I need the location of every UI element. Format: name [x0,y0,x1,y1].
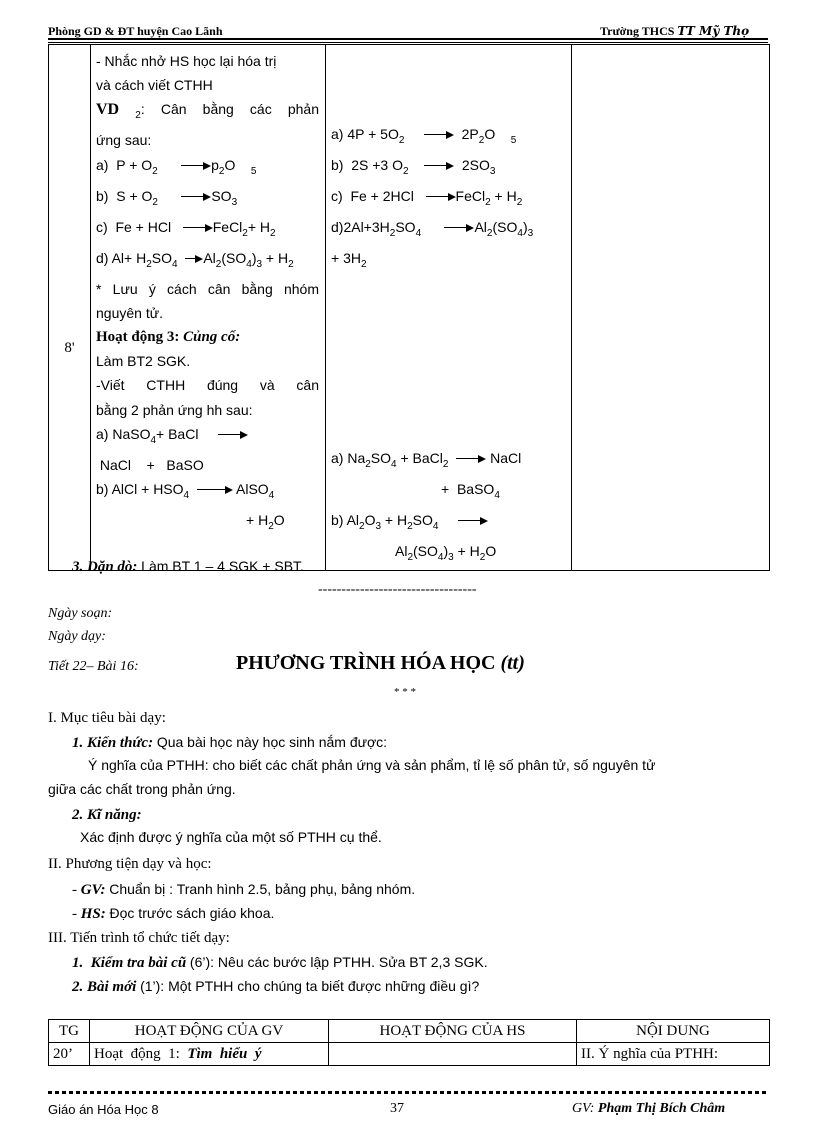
arrow-icon [181,162,211,170]
arrow-icon [458,517,488,525]
activity-3-heading: Hoạt động 3: Củng cố: [96,329,241,346]
homework-text: Làm BT 1 – 4 SGK + SBT. [141,558,304,574]
arrow-icon [424,162,454,170]
equation-c: c) Fe + HCl FeCl$_2$+ $H_2$ [96,218,276,239]
row-time: 20’ [49,1043,90,1066]
exercise-a-products: NaCl + BaSO [96,456,204,473]
answer-c: c) Fe + 2HCl FeCl$_2$ + $H_2$ [331,187,523,208]
student-activity-cell [326,45,572,571]
arrow-icon [197,486,233,494]
old-lesson-label: Kiểm tra bài cũ [90,955,187,971]
activity-table [48,1019,770,1066]
footer-left-text: Giáo án Hóa Học 8 [48,1102,159,1117]
arrow-icon [185,255,203,263]
header-school-office: Phòng GD & ĐT huyện Cao Lãnh [48,24,223,38]
new-lesson-text: (1’): Một PTHH cho chúng ta biết được những điều gì? [140,978,480,994]
note-line: -Viết CTHH đúng và cân [96,377,319,394]
knowledge-detail-cont: giữa các chất trong phản ứng. [48,781,236,797]
knowledge-text: Qua bài học này học sinh nắm được: [156,734,388,750]
table-header-row [49,1020,770,1043]
homework-number: 3. [72,559,84,575]
teacher-activity-cell [91,45,326,571]
exercise-b-products: + $H_2O$ [246,512,285,532]
header-teacher: HOẠT ĐỘNG CỦA GV [90,1020,329,1043]
page-number: 37 [390,1101,404,1116]
equation-a: a) $P + O_2$ $p_2O$ $_5$ [96,156,257,177]
answer-exercise-a: a) $Na_2SO_4$ + BaCl$_2$ NaCl [331,450,522,470]
hs-line: - HS: Đọc trước sách giáo khoa. [72,905,275,922]
new-lesson [72,974,479,999]
row-teacher: Hoạt động 1: Tìm hiểu ý [90,1043,329,1066]
header-tg: TG [49,1020,90,1043]
arrow-icon [424,131,454,139]
homework-line [72,554,304,579]
activity-table-continued [48,44,770,571]
answer-a: a) $4P + 5O_2$ $2P_2O$ $_5$ [331,125,517,146]
header-school [600,24,749,39]
skill-label-text: 2. Kĩ năng: [72,807,142,823]
equation-d: d) $Al+ H_2SO_4$ $Al_2(SO_4)_3 + H_2$ [96,249,294,270]
header-rule [48,38,768,43]
row-student [329,1043,577,1066]
title-stars: * * * [394,686,416,698]
answer-d: $d)2Al+3H_2SO_4$ $Al_2(SO_4)_3$ [331,218,534,239]
footer-gv-label: GV: [572,1101,595,1116]
header-school-script: TT Mỹ Thọ [677,24,750,38]
prep-date: Ngày soạn: [48,606,113,621]
footer-right [572,1101,725,1117]
footer-left [48,1102,159,1117]
equation-b: b) $S + O_2$ $SO_3$ [96,187,238,208]
arrow-icon [183,224,213,232]
content-cell [572,45,770,571]
lesson-title [236,652,525,675]
old-lesson-text: (6’): Nêu các bước lập PTHH. Sửa BT 2,3 SGK. [189,954,488,970]
header-school-prefix: Trường THCS [600,24,675,38]
arrow-icon [181,193,211,201]
section-materials: II. Phương tiện dạy và học: [48,856,212,872]
answer-exercise-a-cont: + BaSO$_4$ [441,481,500,501]
arrow-icon [218,431,248,439]
lesson-title-text: PHƯƠNG TRÌNH HÓA HỌC [236,652,496,674]
knowledge-label: 1. Kiến thức: [72,735,154,751]
separator-line: ---------------------------------- [318,582,477,597]
old-lesson-check: 1. Kiểm tra bài cũ (6’): Nêu các bước lập PTHH. Sửa BT 2,3 SGK. [72,954,488,971]
answer-b: b) 2S +3 $O_2$ $2SO_3$ [331,156,496,177]
skill-text: Xác định được ý nghĩa của một số PTHH cụ thể. [80,829,382,845]
note-line: Làm BT2 SGK. [96,353,191,370]
note-line: * Lưu ý cách cân bằng nhóm [96,280,319,297]
knowledge-line [72,730,387,755]
footer-rule [48,1091,768,1094]
answer-d-cont: + $3H_2$ [331,249,367,270]
lesson-title-suffix: (tt) [500,652,525,674]
hs-label: HS: [80,906,106,922]
gv-line: - GV: Chuẩn bị : Tranh hình 2.5, bảng phụ, bảng nhóm. [72,881,416,898]
gv-text: Chuẩn bị : Tranh hình 2.5, bảng phụ, bảng nhóm. [109,881,416,897]
arrow-icon [444,224,474,232]
answer-exercise-b: b) $Al_2O_3 + H_2SO_4$ [331,508,567,539]
arrow-icon [426,193,456,201]
note-line: nguyên tử. [96,304,163,321]
new-lesson-label: 2. Bài mới [72,979,137,995]
gv-label: GV: [80,882,106,898]
header-content: NỘI DUNG [577,1020,770,1043]
note-line: - Nhắc nhở HS học lại hóa trị [96,53,277,69]
exercise-a: a) NaSO$_4$+ BaCl [96,422,319,453]
knowledge-detail: Ý nghĩa của PTHH: cho biết các chất phản ứng và sản phẩm, tỉ lệ số phân tử, số nguyên tử [88,757,656,773]
skill-label [72,803,142,827]
header-student: HOẠT ĐỘNG CỦA HS [329,1020,577,1043]
lesson-number: Tiết 22– Bài 16: [48,659,139,674]
arrow-icon [456,455,486,463]
answer-exercise-b-cont: $Al_2(SO_4)_3 + H_2O$ [395,543,497,563]
homework-label: Dặn dò: [87,559,138,575]
table-row [49,1043,770,1066]
time-cell [49,45,91,571]
hs-text: Đọc trước sách giáo khoa. [109,905,275,921]
note-line: ứng sau: [96,132,152,149]
time-value: 8' [64,339,75,356]
footer-teacher-name: Phạm Thị Bích Châm [597,1101,726,1116]
note-line: và cách viết CTHH [96,77,213,94]
section-procedure: III. Tiến trình tổ chức tiết dạy: [48,930,230,946]
row-content: II. Ý nghĩa của PTHH: [577,1043,770,1066]
example-heading: VD $_2$: Cân bằng các phản [96,101,319,122]
exercise-b: b) AlCl + $HSO_4$ AlSO$_4$ [96,481,275,501]
note-line: bằng 2 phản ứng hh sau: [96,401,253,418]
teach-date: Ngày dạy: [48,629,106,644]
section-objectives: I. Mục tiêu bài dạy: [48,710,166,726]
